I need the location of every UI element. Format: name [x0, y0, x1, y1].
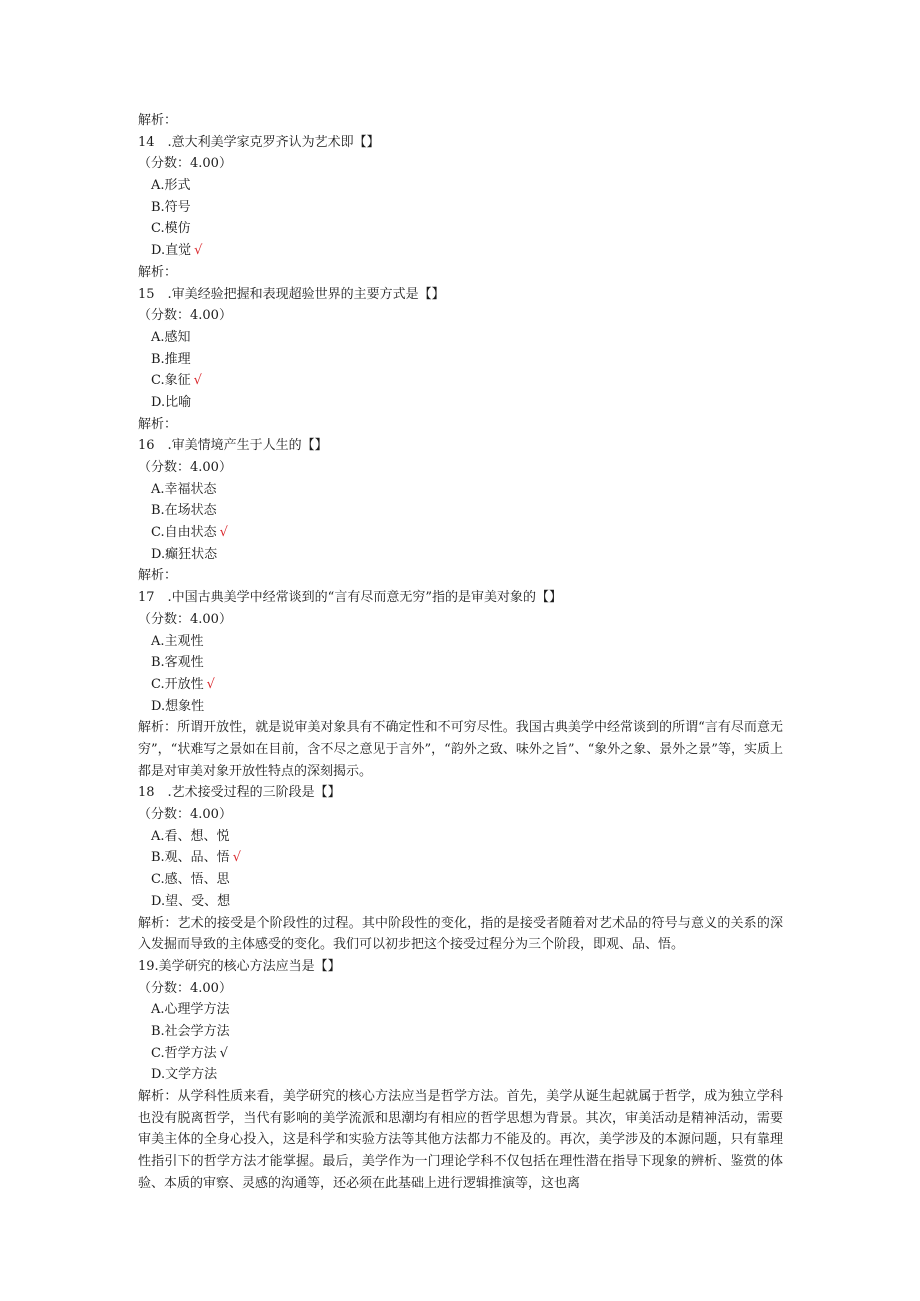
option-text: A.幸福状态 [151, 481, 217, 497]
option-text: B.推理 [151, 351, 191, 367]
answer-option [138, 349, 783, 371]
option-text: A.感知 [151, 329, 191, 345]
question-score: （分数：4.00） [138, 460, 232, 476]
answer-option [138, 500, 783, 522]
answer-option [138, 392, 783, 414]
option-text: A.形式 [151, 178, 191, 194]
question-block [138, 782, 783, 956]
answer-option [138, 218, 783, 240]
analysis-label: 解析： [138, 113, 178, 128]
question-block [138, 435, 783, 587]
option-text: A.主观性 [151, 633, 204, 649]
answer-option [138, 891, 783, 913]
answer-option [138, 826, 783, 848]
option-text: D.望、受、想 [151, 893, 231, 909]
correct-check-icon: √ [219, 1045, 228, 1061]
answer-option [138, 652, 783, 674]
question-block [138, 956, 783, 1195]
answer-option [138, 175, 783, 197]
exam-document [138, 110, 783, 1195]
correct-check-icon: √ [194, 243, 203, 259]
question-analysis: 解析： [138, 568, 178, 584]
question-score: （分数：4.00） [138, 611, 232, 627]
option-text: B.观、品、悟 [151, 850, 230, 866]
question-analysis: 解析：从学科性质来看，美学研究的核心方法应当是哲学方法。首先，美学从诞生起就属于哲学，成为独立学科也没有脱离哲学，当代有影响的美学流派和思潮均有相应的哲学思想为背景。其次，审美活动是精神活动，需要审美主体的全身心投入，这是科学和实验方法等其他方法都力不能及的。再次，美学涉及的本源问题，只有靠理性指引下的哲学方法才能掌握。最后，美学作为一门理论学科不仅包括在理性潜在指导下现象的辨析、鉴赏的体验、本质的审察、灵感的沟通等，还必须在此基础上进行逻辑推演等，这也离 [138, 1089, 783, 1191]
question-score: （分数：4.00） [138, 980, 232, 996]
option-text: C.自由状态 [151, 525, 217, 541]
question-title: 19.美学研究的核心方法应当是【】 [138, 958, 341, 974]
question-analysis: 解析： [138, 264, 178, 280]
answer-option [138, 631, 783, 653]
question-title: 17 .中国古典美学中经常谈到的“言有尽而意无穷”指的是审美对象的【】 [138, 590, 562, 606]
question-score: （分数：4.00） [138, 308, 232, 324]
option-text: C.象征 [151, 373, 191, 389]
question-title: 14 .意大利美学家克罗齐认为艺术即【】 [138, 134, 380, 150]
correct-check-icon: √ [193, 373, 202, 389]
question-analysis: 解析：艺术的接受是个阶段性的过程。其中阶段性的变化，指的是接受者随着对艺术品的符号与意义的关系的深入发掘而导致的主体感受的变化。我们可以初步把这个接受过程分为三个阶段，即观、品、悟。 [138, 915, 783, 953]
question-title: 18 .艺术接受过程的三阶段是【】 [138, 785, 341, 801]
question-analysis: 解析：所谓开放性，就是说审美对象具有不确定性和不可穷尽性。我国古典美学中经常谈到的所谓“言有尽而意无穷”，“状难写之景如在目前，含不尽之意见于言外”，“韵外之致、味外之旨”、“象外之象、景外之景”等，实质上都是对审美对象开放性特点的深刻揭示。 [138, 720, 783, 779]
question-block [138, 284, 783, 436]
answer-option [138, 544, 783, 566]
question-title: 16 .审美情境产生于人生的【】 [138, 438, 328, 454]
option-text: D.想象性 [151, 698, 205, 714]
option-text: B.社会学方法 [151, 1024, 230, 1039]
answer-option [138, 327, 783, 349]
question-list [138, 132, 783, 1195]
answer-option [138, 1021, 783, 1043]
option-text: D.文学方法 [151, 1067, 218, 1083]
option-text: B.符号 [151, 199, 191, 215]
answer-option [138, 522, 783, 544]
option-text: D.癫狂状态 [151, 546, 218, 562]
answer-option [138, 1064, 783, 1086]
answer-option [138, 240, 783, 262]
option-text: B.客观性 [151, 655, 204, 671]
option-text: A.看、想、悦 [151, 828, 230, 844]
option-text: C.开放性 [151, 676, 204, 692]
option-text: C.感、悟、思 [151, 872, 230, 888]
option-text: A.心理学方法 [151, 1002, 230, 1018]
answer-option [138, 370, 783, 392]
answer-option [138, 197, 783, 219]
correct-check-icon: √ [232, 850, 241, 866]
question-block [138, 132, 783, 284]
question-title: 15 .审美经验把握和表现超验世界的主要方式是【】 [138, 286, 445, 302]
option-text: C.哲学方法 [151, 1045, 217, 1061]
question-score: （分数：4.00） [138, 156, 232, 172]
answer-option [138, 674, 783, 696]
option-text: D.比喻 [151, 394, 192, 410]
option-text: C.模仿 [151, 221, 191, 237]
question-block [138, 587, 783, 782]
question-analysis: 解析： [138, 416, 178, 432]
correct-check-icon: √ [219, 525, 228, 541]
answer-option [138, 999, 783, 1021]
answer-option [138, 696, 783, 718]
option-text: B.在场状态 [151, 503, 217, 519]
question-score: （分数：4.00） [138, 807, 232, 823]
answer-option [138, 869, 783, 891]
answer-option [138, 1043, 783, 1065]
answer-option [138, 479, 783, 501]
correct-check-icon: √ [206, 676, 215, 692]
answer-option [138, 847, 783, 869]
option-text: D.直觉 [151, 243, 192, 259]
